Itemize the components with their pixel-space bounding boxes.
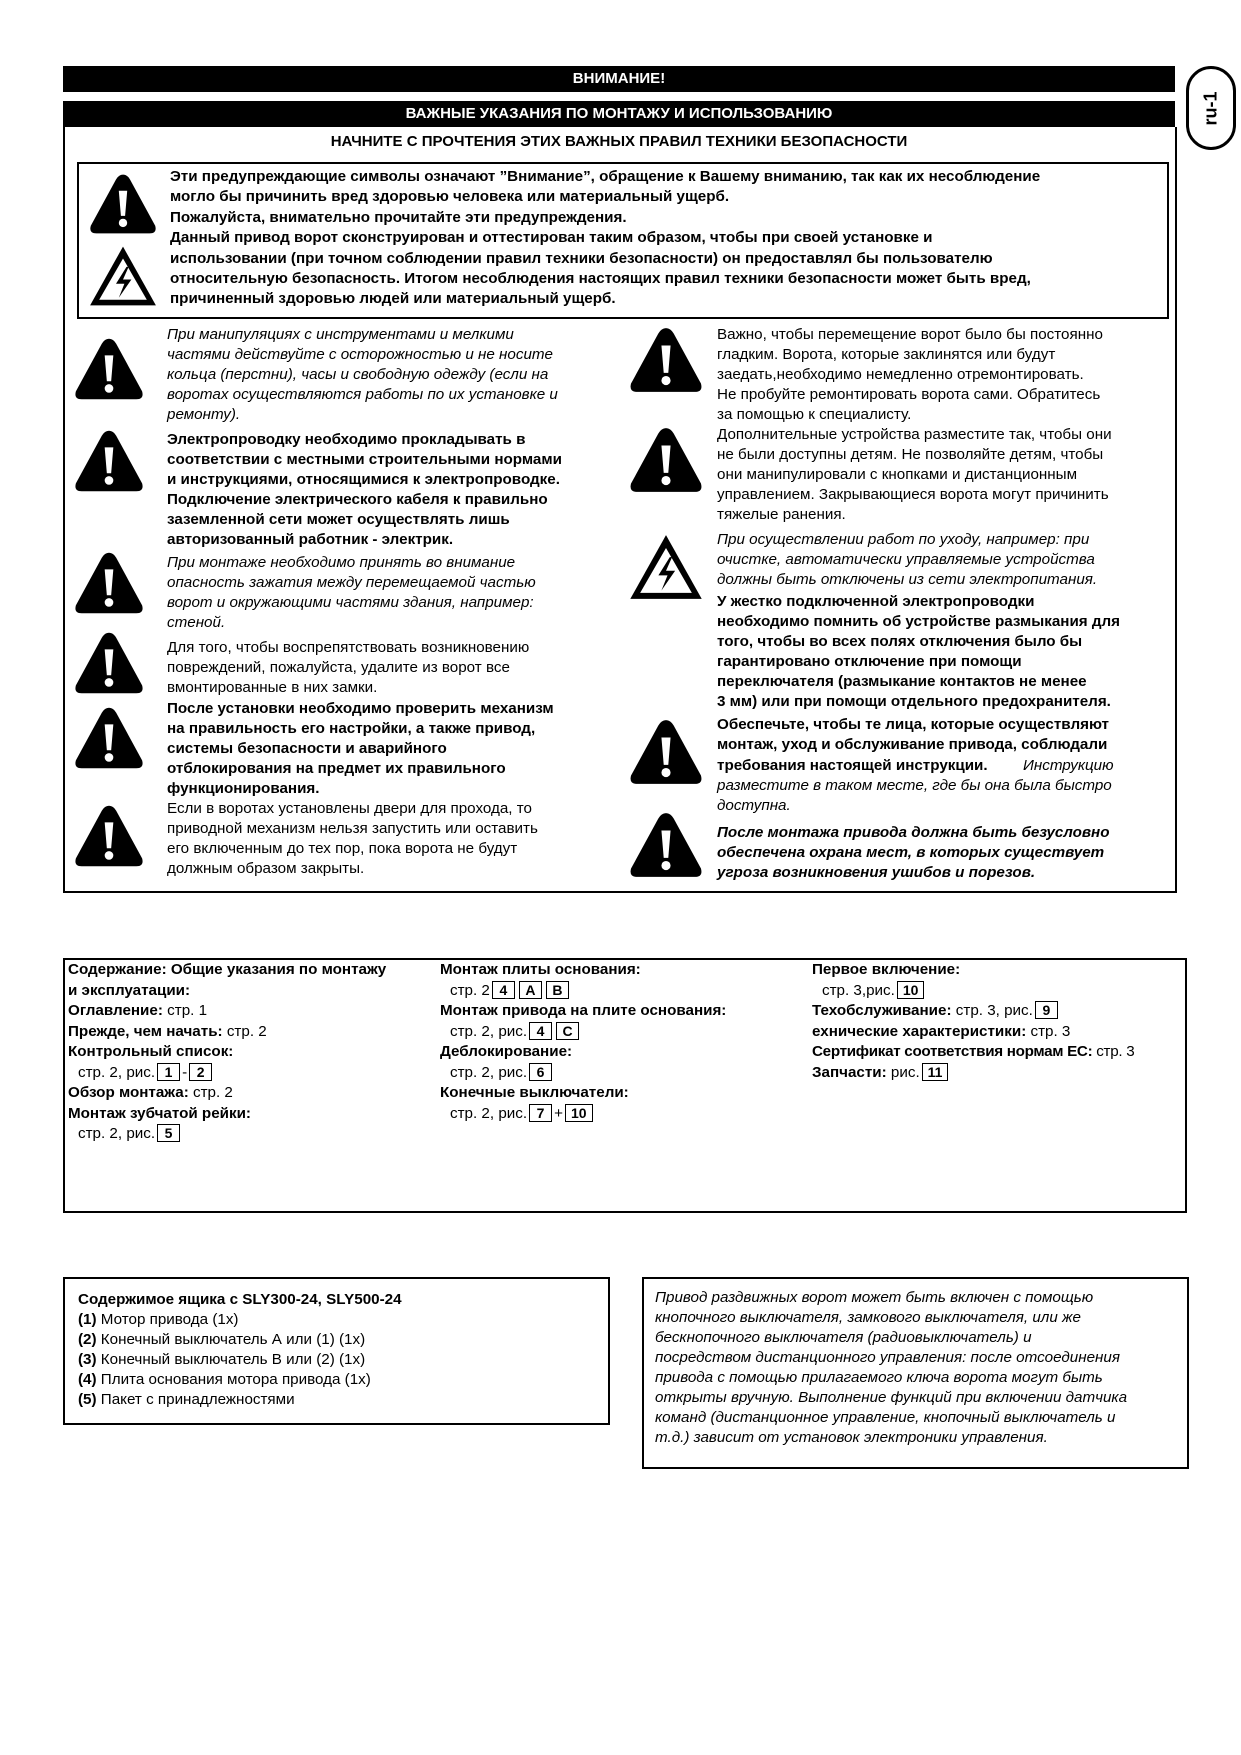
important-banner [63,101,1175,127]
warning-paragraph [1023,756,1241,776]
warning-paragraph [167,699,647,799]
page-number: ru-1 [1200,90,1221,126]
toc-col1 [68,960,438,1145]
warning-line: опасность зажатия между перемещаемой частью [167,574,536,591]
warning-paragraph [167,799,647,879]
warning-paragraph [717,425,1197,525]
warning-line: приводной механизм нельзя запустить или оставить [167,820,538,837]
box-contents-list [78,1290,598,1410]
warning-line: авторизованный работник - электрик. [167,531,454,548]
note-line: команд (дистанционное управление, кнопочный выключатель и [655,1409,1116,1426]
warning-line: Не пробуйте ремонтировать ворота сами. Обратитесь [717,386,1101,403]
warning-line: функционирования. [167,780,320,797]
warning-line: переключателя (размыкание контактов не менее [717,673,1087,690]
warning-line: и инструкциями, относящимися к электропроводке. [167,471,560,488]
warning-line: обеспечена охрана мест, в которых существует [717,844,1105,861]
warning-line: Инструкцию [1023,757,1114,774]
fig-box: C [556,1022,579,1040]
warning-line: Подключение электрического кабеля к правильно [167,491,548,508]
intro-line: причиненный здоровью людей или материальный ущерб. [170,290,616,308]
fig-box: 4 [529,1022,552,1040]
note-line: открыты вручную. Выполнение функций при включении датчика [655,1389,1128,1406]
warning-triangle-icon [73,425,145,497]
warning-line: угроза возникновения ушибов и порезов. [717,864,1036,881]
fig-box: 11 [922,1063,949,1081]
warning-line: При осуществлении работ по уходу, например: при [717,531,1090,548]
fig-box: A [519,981,542,999]
fig-box: 6 [529,1063,552,1081]
toc-drive-value: стр. 2, рис. [450,1022,528,1040]
toc-before-label: Прежде, чем начать: [68,1022,223,1040]
warning-line: вмонтированные в них замки. [167,679,378,696]
item-text: Мотор привода (1x) [100,1311,239,1328]
toc-base-value: стр. 2 [450,981,490,999]
warning-line: Дополнительные устройства разместите так, чтобы они [717,426,1112,443]
warning-paragraph [167,553,647,633]
warning-line: стеной. [167,614,226,631]
toc-tech-label: ехнические характеристики: [812,1022,1027,1040]
warning-line: 3 мм) или при помощи отдельного предохранителя. [717,693,1111,710]
warning-line: его включенным до тех пор, пока ворота не будут [167,840,518,857]
warning-line: на правильность его настройки, а также привод, [167,720,536,737]
fig-box: 5 [157,1124,180,1142]
warning-line: необходимо помнить об устройстве размыкания для [717,613,1121,630]
toc-cert-label: Сертификат соответствия нормам ЕС: [812,1043,1093,1060]
toc-contents-title2: и эксплуатации: [68,981,191,999]
toc-rack-value: стр. 2, рис. [78,1125,156,1142]
warning-line: При монтаже необходимо принять во внимание [167,554,516,571]
fig-box: 9 [1035,1001,1058,1019]
warning-line: Для того, чтобы воспрепятствовать возникновению [167,639,530,656]
toc-service-value: стр. 3, рис. [955,1002,1033,1019]
intro-text [170,167,1160,310]
fig-box: 4 [492,981,515,999]
intro-line: Пожалуйста, внимательно прочитайте эти предупреждения. [170,208,627,226]
item-text: Плита основания мотора привода (1x) [100,1371,371,1388]
warning-line: повреждений, пожалуйста, удалите из ворот все [167,659,510,676]
note-line: привода с помощью прилагаемого ключа ворота могут быть [655,1369,1103,1386]
warning-paragraph [717,715,1197,755]
warning-line: Обеспечьте, чтобы те лица, которые осуществляют [717,716,1109,733]
toc-unlock-label: Деблокирование: [440,1043,573,1060]
attention-title: ВНИМАНИЕ! [572,70,666,87]
toc-first-label: Первое включение: [812,961,961,978]
warning-triangle-icon [73,627,145,699]
warning-line: должным образом закрыты. [167,860,365,877]
intro-line: использовании (при точном соблюдении правил техники безопасности) он предоставлял бы пользователю [170,249,993,267]
toc-before-value: стр. 2 [226,1022,267,1040]
warning-line: воротах осуществляются работы по их установке и [167,386,558,403]
toc-contents-title: Содержание: Общие указания по монтажу [68,961,387,978]
fig-box: 10 [897,981,925,999]
item-number: (5) [78,1391,97,1408]
toc-parts-value: рис. [890,1063,920,1081]
item-number: (3) [78,1351,97,1368]
toc-overview-value: стр. 1 [167,1002,208,1019]
toc-first-value: стр. 3,рис. [822,981,895,999]
item-text: Пакет с принадлежностями [100,1391,295,1408]
list-item [78,1370,598,1390]
warning-triangle-icon [73,800,145,872]
warning-paragraph [167,638,647,698]
fig-box: 2 [189,1063,212,1081]
warning-line: ремонту). [167,406,241,423]
warning-line: соответствии с местными строительными нормами [167,451,562,468]
toc-checklist-label: Контрольный список: [68,1043,234,1060]
intro-line: Эти предупреждающие символы означают ”Внимание”, обращение к Вашему вниманию, так как их несоблюдение [170,168,1041,185]
note-text [655,1288,1185,1448]
attention-banner [63,66,1175,92]
toc-assembly-value: стр. 2 [193,1084,233,1101]
note-line: т.д.) зависит от установок электроники управления. [655,1429,1048,1446]
list-item [78,1390,598,1410]
toc-col3 [812,960,1182,1083]
warning-line: очистке, автоматически управляемые устройства [717,551,1095,568]
warning-line: требования настоящей инструкции. [717,757,988,774]
list-item [78,1330,598,1350]
page-number-tab [1186,66,1236,150]
warning-paragraph [167,325,647,425]
warning-line: должны быть отключены из сети электропитания. [717,571,1098,588]
warning-line: отблокирования на предмет их правильного [167,760,506,777]
toc-col2 [440,960,810,1124]
warning-paragraph [717,325,1197,425]
warning-line: гладким. Ворота, которые заклинятся или будут [717,346,1056,363]
toc-base-label: Монтаж плиты основания: [440,961,641,978]
warning-paragraph [717,530,1197,590]
electric-hazard-icon [88,244,158,308]
fig-box: 1 [157,1063,180,1081]
list-item [78,1350,598,1370]
intro-line: относительную безопасность. Итогом несоблюдения настоящих правил техники безопасности может быть вред, [170,270,1031,288]
warning-paragraph [717,756,988,776]
warning-line: При манипуляциях с инструментами и мелкими [167,326,514,343]
toc-parts-label: Запчасти: [812,1063,887,1081]
warning-line: Важно, чтобы перемещение ворот было бы постоянно [717,326,1103,343]
intro-line: могло бы причинить вред здоровью человека или материальный ущерб. [170,188,730,206]
toc-cert-value: стр. 3 [1096,1043,1135,1060]
toc-drive-label: Монтаж привода на плите основания: [440,1002,727,1019]
warning-triangle-icon [73,702,145,774]
warning-line: доступна. [717,797,791,814]
item-text: Конечный выключатель А или (1) (1x) [100,1331,366,1348]
warning-line: заедать,необходимо немедленно отремонтировать. [717,366,1084,383]
warning-line: Электропроводку необходимо прокладывать в [167,431,526,448]
warning-line: ворот и окружающими частями здания, например: [167,594,534,611]
item-text: Конечный выключатель В или (2) (1x) [100,1351,366,1368]
item-number: (2) [78,1331,97,1348]
warning-line: После установки необходимо проверить механизм [167,700,554,717]
note-line: Привод раздвижных ворот может быть включен с помощью [655,1289,1094,1306]
warning-line: они манипулировали с кнопками и дистанционным [717,466,1078,483]
warning-line: После монтажа привода должна быть безусловно [717,824,1110,841]
toc-limit-value: стр. 2, рис. [450,1104,528,1122]
list-item [78,1310,598,1330]
warning-line: монтаж, уход и обслуживание привода, соблюдали [717,736,1108,753]
toc-rack-label: Монтаж зубчатой рейки: [68,1104,251,1122]
warning-line: за помощью к специалисту. [717,406,912,423]
toc-limit-label: Конечные выключатели: [440,1084,629,1101]
warning-paragraph [167,430,647,550]
warning-triangle-icon [88,172,158,236]
fig-box: 7 [529,1104,552,1122]
box-contents-title: Содержимое ящика с SLY300-24, SLY500-24 [78,1291,402,1308]
fig-box: B [546,981,569,999]
warning-line: У жестко подключенной электропроводки [717,593,1035,610]
item-number: (1) [78,1311,97,1328]
fig-box: 10 [565,1104,593,1122]
warning-triangle-icon [73,333,145,405]
important-title: ВАЖНЫЕ УКАЗАНИЯ ПО МОНТАЖУ И ИСПОЛЬЗОВАНИЮ [405,105,833,122]
plus: + [554,1104,563,1122]
warning-triangle-icon [73,547,145,619]
toc-checklist-value: стр. 2, рис. [78,1063,156,1081]
warning-line: кольца (перстни), часы и свободную одежду (если на [167,366,549,383]
warning-line: гарантировано отключение при помощи [717,653,1022,670]
note-line: бескнопочного выключателя (радиовыключатель) и [655,1329,1032,1346]
item-number: (4) [78,1371,97,1388]
warning-line: Если в воротах установлены двери для прохода, то [167,800,532,817]
note-line: посредством дистанционного управления: после отсоединения [655,1349,1120,1366]
warning-line: тяжелые ранения. [717,506,846,523]
start-heading: НАЧНИТЕ С ПРОЧТЕНИЯ ЭТИХ ВАЖНЫХ ПРАВИЛ ТЕХНИКИ БЕЗОПАСНОСТИ [330,133,908,150]
toc-service-label: Техобслуживание: [812,1002,952,1019]
warning-paragraph [717,592,1197,712]
warning-line: системы безопасности и аварийного [167,740,447,757]
toc-unlock-value: стр. 2, рис. [450,1063,528,1081]
note-line: кнопочного выключателя, замкового выключателя, или же [655,1309,1081,1326]
warning-line: заземленной сети может осуществлять лишь [167,511,510,528]
intro-line: Данный привод ворот сконструирован и оттестирован таким образом, чтобы при своей установке и [170,229,933,247]
toc-assembly-label: Обзор монтажа: [68,1084,189,1101]
dash: - [182,1063,188,1081]
toc-tech-value: стр. 3 [1030,1022,1071,1040]
warning-paragraph [717,823,1197,883]
warning-line: того, чтобы во всех полях отключения было бы [717,633,1083,650]
warning-line: частями действуйте с осторожностью и не носите [167,346,553,363]
warning-line: не были доступны детям. Не позволяйте детям, чтобы [717,446,1104,463]
toc-overview-label: Оглавление: [68,1002,163,1019]
warning-line: управлением. Закрывающиеся ворота могут причинить [717,486,1109,503]
warning-paragraph [717,776,1197,816]
warning-line: разместите в таком месте, где бы она была быстро [717,777,1112,794]
